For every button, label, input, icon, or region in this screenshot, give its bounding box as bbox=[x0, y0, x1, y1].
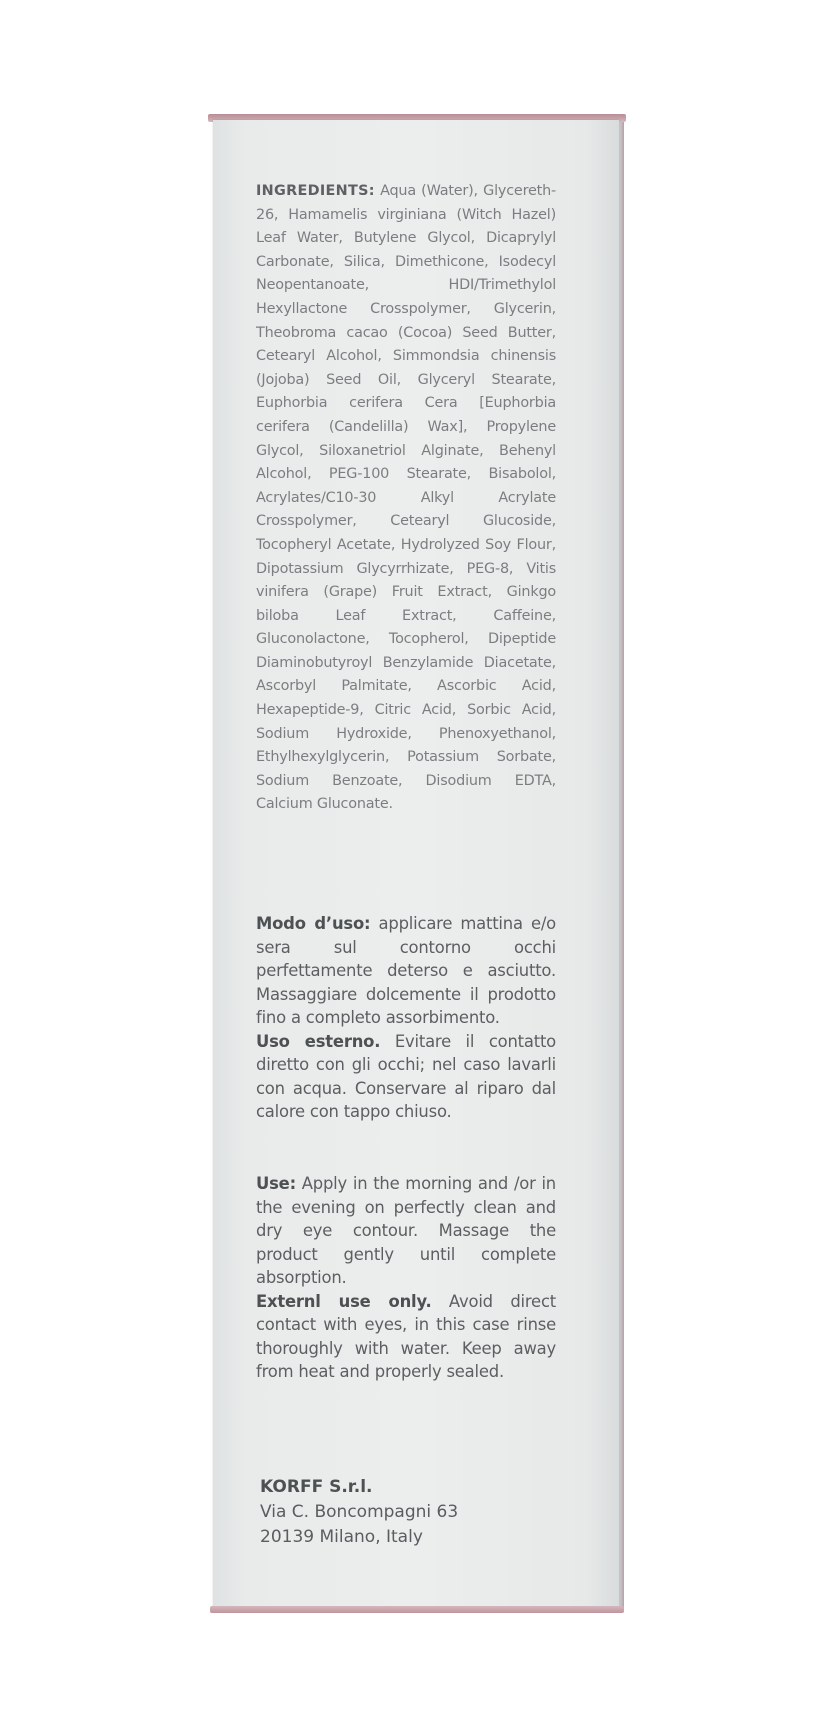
italian-use-label: Modo d’uso: bbox=[256, 914, 371, 933]
italian-external-text: Evitare il contatto diretto con gli occhi; nel caso lavarli con acqua. Conservare al riparo dal calore con tappo chiuso. bbox=[256, 1031, 557, 1121]
italian-instructions bbox=[256, 912, 556, 1124]
italian-external-label: Uso esterno. bbox=[256, 1031, 381, 1051]
italian-use-text: applicare mattina e/o sera sul contorno occhi perfettamente deterso e asciutto. Massaggiare dolcemente il prodotto fino a completo assorbimento. bbox=[256, 914, 556, 1027]
italian-external-paragraph bbox=[256, 1030, 556, 1124]
ingredients-list bbox=[256, 180, 556, 817]
english-external-paragraph bbox=[256, 1290, 556, 1384]
ingredients-text: Aqua (Water), Glycereth-26, Hamamelis virginiana (Witch Hazel) Leaf Water, Butylene Glycol, Dicaprylyl Carbonate, Silica, Dimethicone, Isodecyl Neopentanoate, HDI/Trimethylol Hexyllactone Crosspolymer, Glycerin, Theobroma cacao (Cocoa) Seed Butter, Cetearyl Alcohol, Simmondsia chinensis (Jojoba) Seed Oil, Glyceryl Stearate, Euphorbia cerifera Cera [Euphorbia cerifera (Candelilla) Wax], Propylene Glycol, Siloxanetriol Alginate, Behenyl Alcohol, PEG-100 Stearate, Bisabolol, Acrylates/C10-30 Alkyl Acrylate Crosspolymer, Cetearyl Glucoside, Tocopheryl Acetate, Hydrolyzed Soy Flour, Dipotassium Glycyrrhizate, PEG-8, Vitis vinifera (Grape) Fruit Extract, Ginkgo biloba Leaf Extract, Caffeine, Gluconolactone, Tocopherol, Dipeptide Diaminobutyroyl Benzylamide Diacetate, Ascorbyl Palmitate, Ascorbic Acid, Hexapeptide-9, Citric Acid, Sorbic Acid, Sodium Hydroxide, Phenoxyethanol, Ethylhexylglycerin, Potassium Sorbate, Sodium Benzoate, Disodium EDTA, Calcium Gluconate. bbox=[256, 183, 556, 813]
company-city: 20139 Milano, Italy bbox=[260, 1527, 423, 1547]
company-name: KORFF S.r.l. bbox=[260, 1477, 373, 1497]
company-address bbox=[260, 1475, 560, 1550]
english-external-label: Externl use only. bbox=[256, 1291, 432, 1311]
english-use-label: Use: bbox=[256, 1174, 296, 1193]
italian-use-paragraph bbox=[256, 912, 556, 1030]
ingredients-label: INGREDIENTS: bbox=[256, 183, 375, 199]
english-use-text: Apply in the morning and /or in the evening on perfectly clean and dry eye contour. Massage the product gently until complete absorption. bbox=[256, 1174, 556, 1287]
company-street: Via C. Boncompagni 63 bbox=[260, 1502, 459, 1522]
english-use-paragraph bbox=[256, 1172, 556, 1290]
box-right-edge bbox=[619, 122, 624, 1608]
english-instructions bbox=[256, 1172, 556, 1384]
english-external-text: Avoid direct contact with eyes, in this case rinse thoroughly with water. Keep away from heat and properly sealed. bbox=[256, 1291, 556, 1381]
box-bottom-edge bbox=[210, 1606, 624, 1613]
